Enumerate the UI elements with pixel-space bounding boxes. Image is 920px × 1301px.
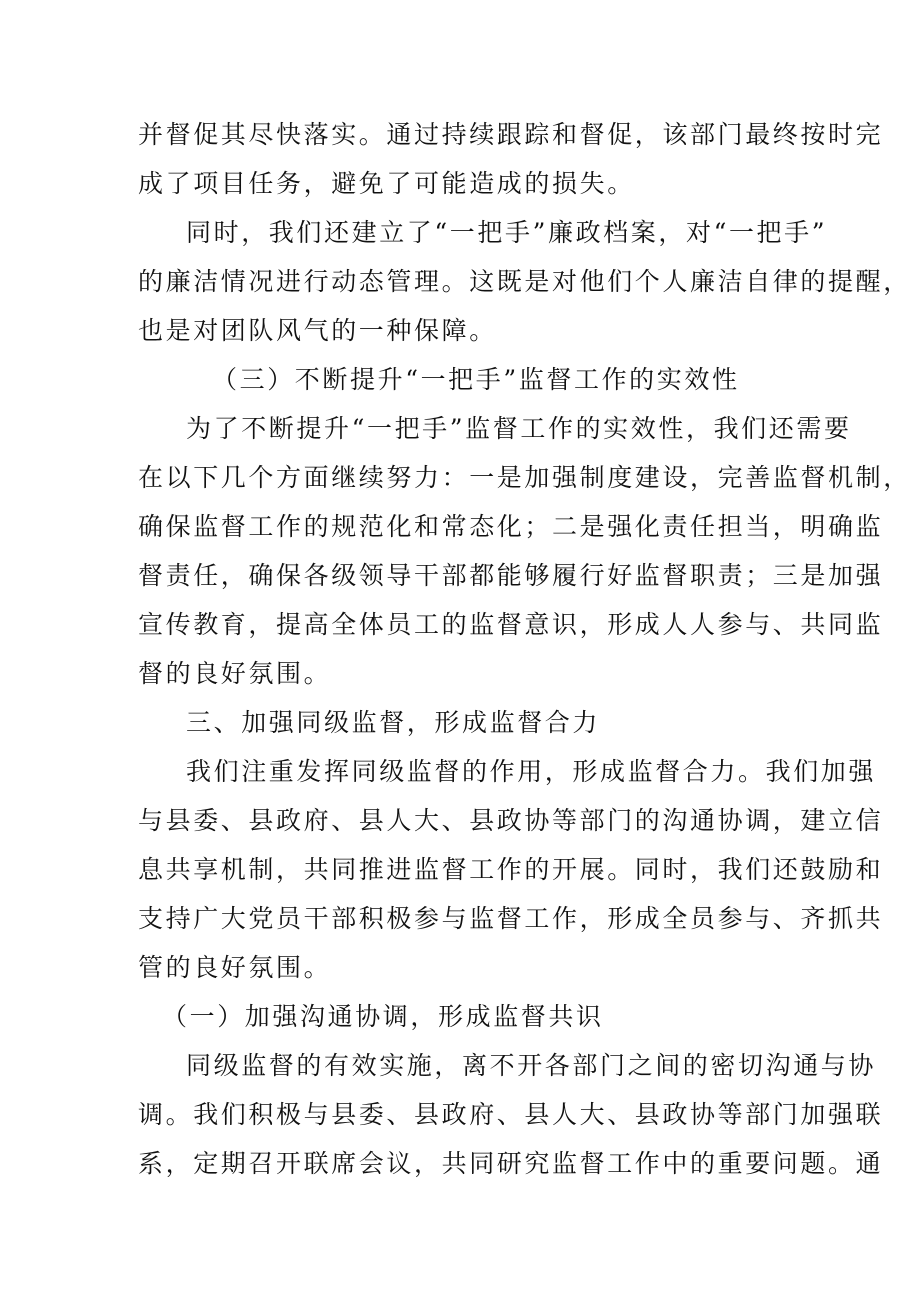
body-text-line: 督的良好氛围。: [138, 659, 332, 688]
section-heading: （三）不断提升“一把手”监督工作的实效性: [212, 365, 740, 394]
body-text-line: 与县委、县政府、县人大、县政协等部门的沟通协调，建立信: [138, 806, 884, 835]
body-text-line: 调。我们积极与县委、县政府、县人大、县政协等部门加强联: [138, 1100, 884, 1129]
body-text-line: 在以下几个方面继续努力：一是加强制度建设，完善监督机制，: [138, 463, 911, 492]
section-heading: 三、加强同级监督，形成监督合力: [186, 708, 601, 737]
body-text-line: 系，定期召开联席会议，共同研究监督工作中的重要问题。通: [138, 1149, 884, 1178]
body-text-line: 成了项目任务，避免了可能造成的损失。: [138, 169, 635, 198]
body-text-line: 宣传教育，提高全体员工的监督意识，形成人人参与、共同监: [138, 610, 884, 639]
section-heading: （一）加强沟通协调，形成监督共识: [162, 1002, 604, 1031]
paragraph-first-line: 为了不断提升“一把手”监督工作的实效性，我们还需要: [186, 414, 852, 443]
body-text-line: 管的良好氛围。: [138, 953, 332, 982]
body-text-line: 支持广大党员干部积极参与监督工作，形成全员参与、齐抓共: [138, 904, 884, 933]
paragraph-first-line: 我们注重发挥同级监督的作用，形成监督合力。我们加强: [186, 757, 877, 786]
paragraph-first-line: 同时，我们还建立了“一把手”廉政档案，对“一把手”: [186, 218, 828, 247]
body-text-line: 并督促其尽快落实。通过持续跟踪和督促，该部门最终按时完: [138, 120, 884, 149]
body-text-line: 也是对团队风气的一种保障。: [138, 316, 497, 345]
body-text-line: 息共享机制，共同推进监督工作的开展。同时，我们还鼓励和: [138, 855, 884, 884]
paragraph-first-line: 同级监督的有效实施，离不开各部门之间的密切沟通与协: [186, 1051, 877, 1080]
body-text-line: 确保监督工作的规范化和常态化；二是强化责任担当，明确监: [138, 512, 884, 541]
body-text-line: 督责任，确保各级领导干部都能够履行好监督职责；三是加强: [138, 561, 884, 590]
body-text-line: 的廉洁情况进行动态管理。这既是对他们个人廉洁自律的提醒，: [138, 267, 911, 296]
